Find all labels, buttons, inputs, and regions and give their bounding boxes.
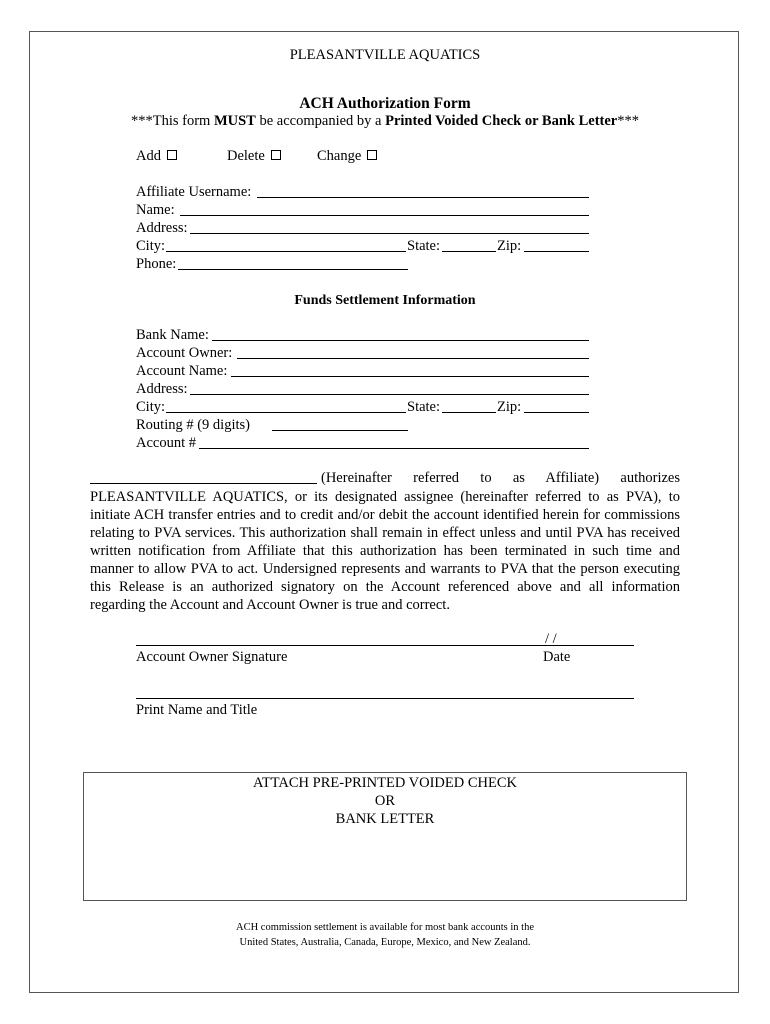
bank-address-field[interactable] (190, 394, 589, 395)
print-name-field[interactable] (136, 698, 634, 699)
notice-must: MUST (213, 113, 256, 129)
account-owner-label: Account Owner: (136, 345, 233, 361)
account-number-field[interactable] (199, 448, 589, 449)
city-label: City: (136, 238, 166, 254)
bank-zip-label: Zip: (497, 399, 522, 415)
option-change[interactable] (317, 148, 377, 165)
notice-prefix: ***This form (130, 113, 214, 129)
bank-zip-field[interactable] (524, 412, 589, 413)
change-checkbox[interactable] (367, 150, 377, 160)
funds-heading: Funds Settlement Information (294, 293, 476, 308)
bank-name-field[interactable] (212, 340, 589, 341)
option-delete[interactable] (227, 148, 281, 165)
bank-name-label: Bank Name: (136, 327, 209, 343)
signature-field[interactable] (136, 645, 634, 646)
address-label: Address: (136, 220, 188, 236)
phone-label: Phone: (136, 256, 177, 272)
form-title: ACH Authorization Form (299, 95, 471, 112)
add-checkbox[interactable] (167, 150, 177, 160)
notice-middle: be accompanied by a (255, 113, 386, 129)
option-delete-label: Delete (227, 148, 265, 164)
affiliate-username-label: Affiliate Username: (136, 184, 252, 200)
city-field[interactable] (166, 251, 406, 252)
account-name-label: Account Name: (136, 363, 228, 379)
authorization-lead: (Hereinafter referred to as Affiliate) authorizes (321, 470, 680, 486)
footnote-line-1: ACH commission settlement is available for most bank accounts in the (235, 922, 535, 933)
attach-line-1: ATTACH PRE-PRINTED VOIDED CHECK (252, 775, 517, 791)
bank-state-label: State: (407, 399, 441, 415)
name-field[interactable] (180, 215, 589, 216)
authorization-text: PLEASANTVILLE AQUATICS, or its designated assignee (hereinafter referred to as PVA), to initiate ACH transfer entries and to credit and/or debit the account identified herein for commissions relating to PVA services. This authorization shall remain in effect unless and until PVA has received written notification from Affiliate that this authorization has been terminated in such time and manner to allow PVA to act. Undersigned represents and warrants to PVA that the person executing this Release is an authorized signatory on the Account referenced above and all information regarding the Account and Account Owner is true and correct. (90, 489, 680, 613)
account-owner-field[interactable] (237, 358, 589, 359)
affiliate-name-field[interactable] (90, 483, 317, 484)
bank-state-field[interactable] (442, 412, 496, 413)
option-change-label: Change (317, 148, 362, 164)
account-name-field[interactable] (231, 376, 589, 377)
bank-address-label: Address: (136, 381, 188, 397)
bank-city-field[interactable] (166, 412, 406, 413)
routing-field[interactable] (272, 430, 408, 431)
signature-label: Account Owner Signature (136, 649, 288, 665)
print-name-label: Print Name and Title (136, 702, 258, 718)
routing-label: Routing # (9 digits) (136, 417, 250, 433)
affiliate-username-field[interactable] (257, 197, 589, 198)
phone-field[interactable] (178, 269, 408, 270)
notice-suffix: *** (617, 113, 639, 129)
option-add[interactable] (136, 148, 177, 165)
state-label: State: (407, 238, 441, 254)
delete-checkbox[interactable] (271, 150, 281, 160)
attach-line-3: BANK LETTER (335, 811, 435, 827)
date-label: Date (543, 649, 571, 665)
address-field[interactable] (190, 233, 589, 234)
option-add-label: Add (136, 148, 161, 164)
footnote (0, 920, 770, 950)
org-name-heading: PLEASANTVILLE AQUATICS (289, 47, 481, 63)
notice-required-doc: Printed Voided Check or Bank Letter (385, 113, 618, 129)
state-field[interactable] (442, 251, 496, 252)
account-number-label: Account # (136, 435, 196, 451)
zip-field[interactable] (524, 251, 589, 252)
date-slashes: / / (545, 631, 557, 647)
bank-city-label: City: (136, 399, 166, 415)
attach-line-2: OR (374, 793, 396, 809)
name-label: Name: (136, 202, 175, 218)
footnote-line-2: United States, Australia, Canada, Europe, Mexico, and New Zealand. (239, 937, 531, 948)
form-notice (0, 113, 770, 130)
zip-label: Zip: (497, 238, 522, 254)
